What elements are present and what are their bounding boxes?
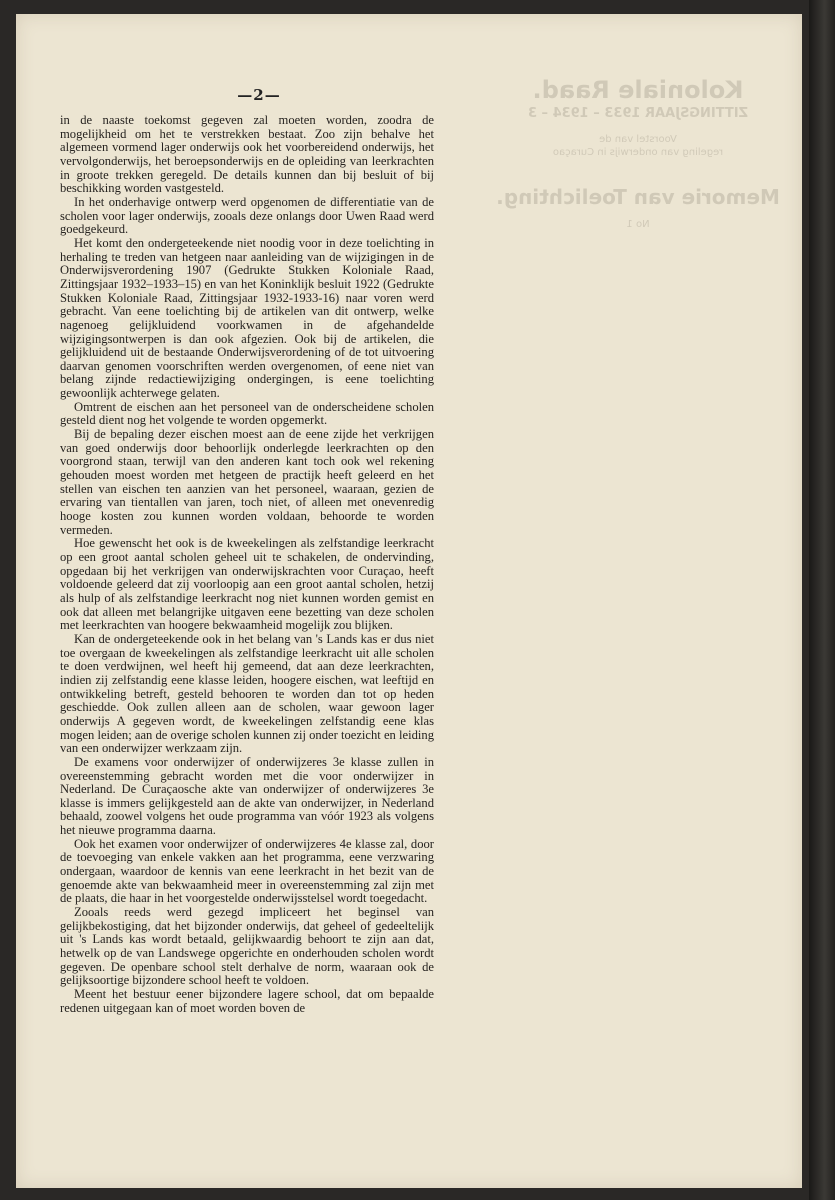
paragraph-1: in de naaste toekomst gegeven zal moeten worden, zoodra de mogelijkheid om het te verstrekken bestaat. Zoo zijn behalve het algemeen vormend lager onderwijs ook het voorbereidend onderwijs, het vervolgonderwijs, het beroepsonderwijs en de opleiding van leerkrachten in groote trekken geregeld. De details kunnen dan bij besluit of bij beschikking worden vastgesteld. <box>60 113 434 196</box>
paragraph-9: Ook het examen voor onderwijzer of onderwijzeres 4e klasse zal, door de toevoeging van enkele vakken aan het programma, eene verzwaring ondergaan, waardoor de kennis van eene leerkracht in het bezit van de genoemde akte van bekwaamheid meer in overeenstemming zal zijn met de plaats, die haar in het voorgestelde onderwijsstelsel wordt toegedacht. <box>60 836 434 906</box>
paragraph-10: Zooals reeds werd gezegd impliceert het beginsel van gelijkbekostiging, dat het bijzonder onderwijs, dat geheel of gedeeltelijk uit 's Lands kas wordt betaald, gelijkwaardig behoort te zijn aan dat, hetwelk op de van Landswege opgerichte en onderhouden scholen wordt gegeven. De openbare school stelt derhalve de norm, waaraan ook de gelijksoortige bijzondere school heeft te voldoen. <box>60 905 434 988</box>
paragraph-5: Bij de bepaling dezer eischen moest aan de eene zijde het verkrijgen van goed onderwijs door behoorlijk onderlegde leerkrachten op den voorgrond staan, terwijl van den anderen kant toch ook wel rekening gehouden moest worden met hetgeen de practijk heeft geleerd en het stellen van eischen ten aanzien van het personeel, waaraan, gezien de ervaring van tientallen van jaren, toch niet, of alleen met onevenredig hooge kosten zou kunnen worden voldaan, behoorde te worden vermeden. <box>60 427 434 537</box>
paragraph-11: Meent het bestuur eener bijzondere lagere school, dat om bepaalde redenen uitgegaan kan of moet worden boven de <box>60 987 434 1015</box>
body-text <box>60 114 434 1015</box>
document-page <box>16 14 802 1188</box>
paragraph-8: De examens voor onderwijzer of onderwijzeres 3e klasse zullen in overeenstemming gebracht worden met die voor onderwijzer in Nederland. De Curaçaosche akte van onderwijzer of onderwijzeres 3e klasse is immers gelijkgesteld aan de akte van onderwijzer, in Nederland behaald, zoowel volgens het oude programma van vóór 1923 als volgens het nieuwe programma daarna. <box>60 754 434 838</box>
bleed-through-text: Koloniale Raad. ZITTINGSJAAR 1933 – 1934 – 3 Voorstel van de regeling van onderwijs in Curaçao Memorie van Toelichting. No 1 <box>496 76 780 230</box>
paragraph-6: Hoe gewenscht het ook is de kweekelingen als zelfstandige leerkracht op een groot aantal scholen geheel uit te schakelen, de ondervinding, opgedaan bij het verkrijgen van onderwijskrachten voor Curaçao, heeft voldoende geleerd dat zij voorloopig aan een groot aantal scholen, hetzij als hulp of als zelfstandige leerkracht nog niet kunnen worden gemist en ook dat alleen met belangrijke uitgaven eene bezetting van deze scholen met leerkrachten van hoogere bekwaamheid mogelijk zou blijken. <box>60 536 434 633</box>
paragraph-4: Omtrent de eischen aan het personeel van de onderscheidene scholen gesteld dient nog het volgende te worden opgemerkt. <box>60 399 434 428</box>
paragraph-3: Het komt den ondergeteekende niet noodig voor in deze toelichting in herhaling te treden van hetgeen naar aanleiding van de wijzigingen in de Onderwijsverordening 1907 (Gedrukte Stukken Koloniale Raad, Zittingsjaar 1932–1933–15) en van het Koninklijk besluit 1922 (Gedrukte Stukken Koloniale Raad, Zittingsjaar 1932-1933-16) naar voren werd gebracht. Van eene toelichting bij de artikelen van dit ontwerp, welke nagenoeg gelijkluidend voorkwamen in de afgehandelde wijzigingsontwerpen is dan ook afgezien. Ook bij de artikelen, die gelijkluidend uit de bestaande Onderwijsverordening of de tot uitvoering daarvan genomen voorschriften werden overgenomen, of eene niet van belang zijnde redactiewijziging ondergingen, is eene toelichting gewoonlijk achterwege gelaten. <box>60 235 434 401</box>
book-spine <box>809 0 835 1200</box>
paragraph-7: Kan de ondergeteekende ook in het belang van 's Lands kas er dus niet toe overgaan de kweekelingen als zelfstandige leerkracht uit alle scholen te doen verdwijnen, wel heeft hij gemeend, dat aan deze leerkrachten, indien zij zelfstandig eene klasse leiden, hoogere eischen, wat leeftijd en ontwikkeling betreft, gesteld behooren te worden dan tot op heden geschiedde. Ook zullen alleen aan de scholen, waar gewoon lager onderwijs A gegeven wordt, de kweekelingen zelfstandig eene klas mogen leiden; aan de overige scholen kunnen zij onder toezicht en leiding van een onderwijzer werkzaam zijn. <box>60 631 434 756</box>
paragraph-2: In het onderhavige ontwerp werd opgenomen de differentiatie van de scholen voor lager onderwijs, zooals deze onlangs door Uwen Raad werd goedgekeurd. <box>60 194 434 237</box>
page-number: —2— <box>237 86 281 104</box>
